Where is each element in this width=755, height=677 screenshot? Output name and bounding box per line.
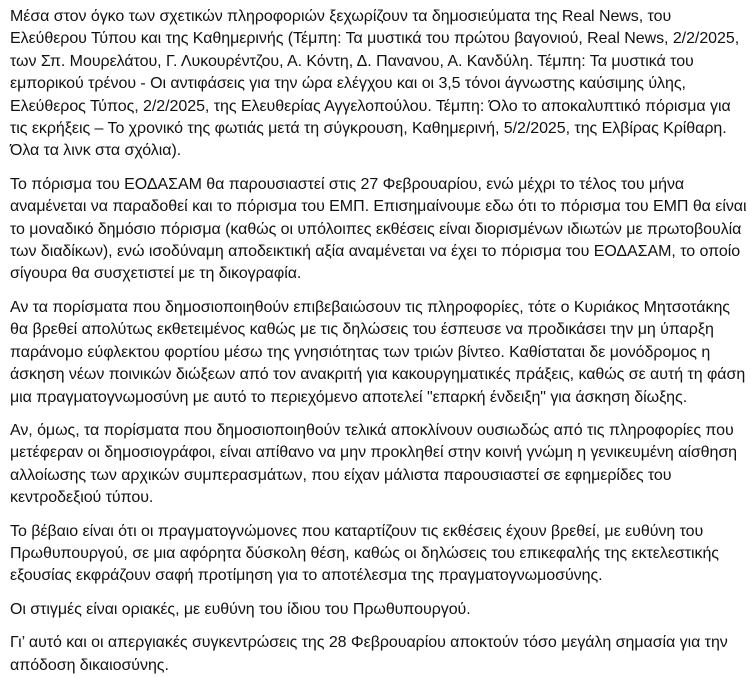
paragraph-confirmation-scenario: Αν τα πορίσματα που δημοσιοποιηθούν επιβεβαιώσουν τις πληροφορίες, τότε ο Κυριάκος Μητσοτάκης θα βρεθεί απολύτως εκθετειμένος καθώς με τις δηλώσεις του έσπευσε να προδικάσει την μη ύπαρξη παράνομο εύφλεκτου φορτίου μέσω της γνησιότητας των τριών βίντεο. Καθίσταται δε μονόδρομος η άσκηση νέων ποινικών διώξεων από τον ανακριτή για κακουργηματικές πράξεις, καθώς σε αυτή τη φάση μια πραγματογνωμοσύνη με αυτό το περιεχόμενο αποτελεί "επαρκή ένδειξη" για άσκηση δίωξης. — [10, 298, 746, 406]
paragraph-critical-moments: Οι στιγμές είναι οριακές, με ευθύνη του ίδιου του Πρωθυπουργού. — [10, 600, 471, 618]
paragraph-sources: Μέσα στον όγκο των σχετικών πληροφοριών ξεχωρίζουν τα δημοσιεύματα της Real News, του Ελεύθερου Τύπου και της Καθημερινής (Τέμπη: Τα μυστικά του πρώτου βαγονιού, Real News, 2/2/2025, των Σπ. Μουρελάτου, Γ. Λυκουρέντζου, Α. Κόντη, Δ. Πανανου, Α. Κανδύλη. Τέμπη: Τα μυστικά του εμπορικού τρένου - Οι αντιφάσεις για την ώρα ελέγχου και οι 3,5 τόνοι άγνωστης καύσιμης ύλης, Ελεύθερος Τύπος, 2/2/2025, της Ελευθερίας Αγγελοπούλου. Τέμπη: Όλο το αποκαλυπτικό πόρισμα για τις εκρήξεις – Το χρονικό της φωτιάς μετά τη σύγκρουση, Καθημερινή, 5/2/2025, της Ελβίρας Κρίθαρη. Όλα τα λινκ στα σχόλια). — [10, 8, 740, 160]
paragraph-reports-schedule: Το πόρισμα του ΕΟΔΑΣΑΜ θα παρουσιαστεί στις 27 Φεβρουαρίου, ενώ μέχρι το τέλος του μήνα αναμένεται να παραδοθεί και το πόρισμα του ΕΜΠ. Επισημαίνουμε εδω ότι το πόρισμα του ΕΜΠ θα είναι το μοναδικό δημόσιο πόρισμα (καθώς οι υπόλοιπες εκθέσεις είναι διορισμένων ιδιωτών με πρωτοβουλία των διαδίκων), ενώ ισοδύναμη αποδεικτική αξία αναμένεται να έχει το πόρισμα του ΕΟΔΑΣΑΜ, το οποίο σίγουρα θα συσχετιστεί με τη δικογραφία. — [10, 175, 747, 283]
paragraph-strike-rallies: Γι’ αυτό και οι απεργιακές συγκεντρώσεις της 28 Φεβρουαρίου αποκτούν τόσο μεγάλη σημασία για την απόδοση δικαιοσύνης. — [10, 634, 728, 674]
paragraph-divergence-scenario: Αν, όμως, τα πορίσματα που δημοσιοποιηθούν τελικά αποκλίνουν ουσιωδώς από τις πληροφορίες που μετέφεραν οι δημοσιογράφοι, είναι απίθανο να μην προκληθεί στην κοινή γνώμη η γενικευμένη αίσθηση αλλοίωσης των αρχικών συμπερασμάτων, που είχαν μάλιστα παρουσιαστεί σε εφημερίδες του κεντροδεξιού τύπου. — [10, 421, 738, 507]
paragraph-experts-position: Το βέβαιο είναι ότι οι πραγματογνώμονες που καταρτίζουν τις εκθέσεις έχουν βρεθεί, με ευθύνη του Πρωθυπουργού, σε μια αφόρητα δύσκολη θέση, καθώς οι δηλώσεις του επικεφαλής της εκτελεστικής εξουσίας εκφράζουν σαφή προτίμηση για το αποτέλεσμα της πραγματογνωμοσύνης. — [10, 522, 719, 585]
